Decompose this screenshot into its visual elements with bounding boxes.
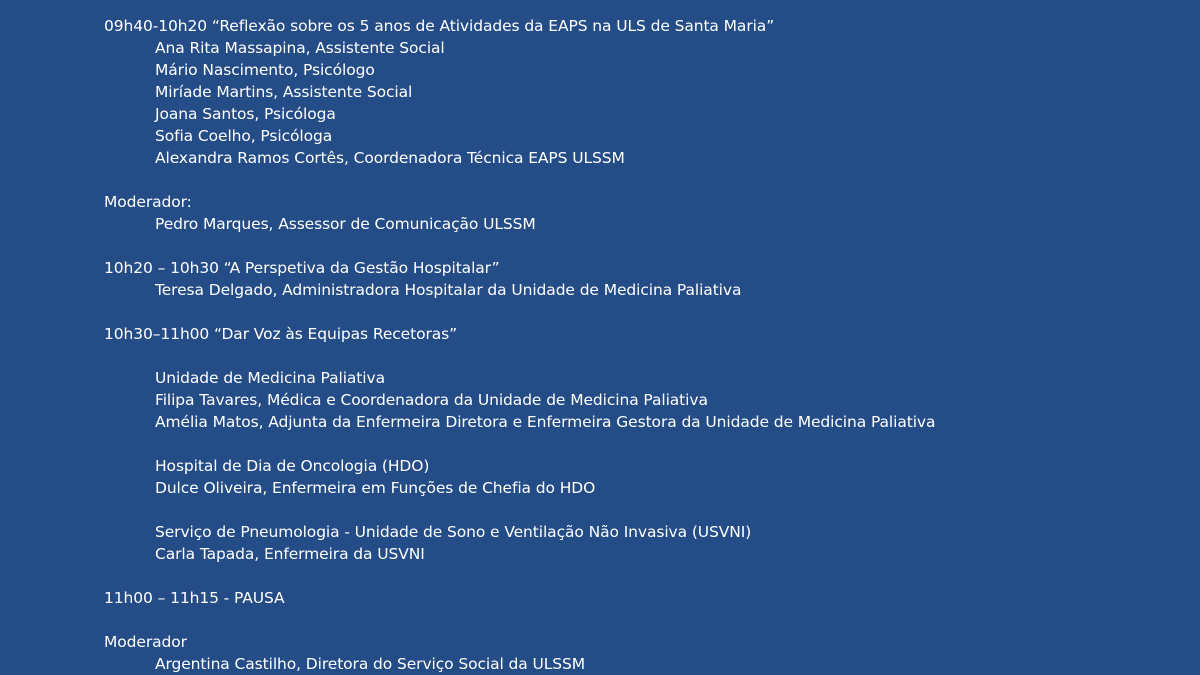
unit-name: Hospital de Dia de Oncologia (HDO) [155, 457, 430, 475]
speaker-line: Alexandra Ramos Cortês, Coordenadora Técnica EAPS ULSSM [155, 149, 625, 167]
speaker-line: Teresa Delgado, Administradora Hospitalar da Unidade de Medicina Paliativa [155, 281, 742, 299]
speaker-line: Amélia Matos, Adjunta da Enfermeira Diretora e Enfermeira Gestora da Unidade de Medicina Paliativa [155, 413, 936, 431]
session-heading: 10h30–11h00 “Dar Voz às Equipas Recetoras” [104, 325, 458, 343]
unit-name: Serviço de Pneumologia - Unidade de Sono e Ventilação Não Invasiva (USVNI) [155, 523, 752, 541]
session-heading: 09h40-10h20 “Reflexão sobre os 5 anos de Atividades da EAPS na ULS de Santa Maria” [104, 17, 775, 35]
speaker-line: Mário Nascimento, Psicólogo [155, 61, 375, 79]
session-heading: 10h20 – 10h30 “A Perspetiva da Gestão Hospitalar” [104, 259, 500, 277]
moderator-label: Moderador: [104, 193, 192, 211]
moderator-name: Pedro Marques, Assessor de Comunicação ULSSM [155, 215, 536, 233]
moderator-label: Moderador [104, 633, 187, 651]
speaker-line: Ana Rita Massapina, Assistente Social [155, 39, 445, 57]
speaker-line: Sofia Coelho, Psicóloga [155, 127, 333, 145]
speaker-line: Joana Santos, Psicóloga [155, 105, 336, 123]
speaker-line: Dulce Oliveira, Enfermeira em Funções de Chefia do HDO [155, 479, 596, 497]
unit-name: Unidade de Medicina Paliativa [155, 369, 385, 387]
moderator-name: Argentina Castilho, Diretora do Serviço Social da ULSSM [155, 655, 586, 673]
speaker-line: Filipa Tavares, Médica e Coordenadora da Unidade de Medicina Paliativa [155, 391, 708, 409]
speaker-line: Miríade Martins, Assistente Social [155, 83, 413, 101]
speaker-line: Carla Tapada, Enfermeira da USVNI [155, 545, 425, 563]
pause-line: 11h00 – 11h15 - PAUSA [104, 589, 285, 607]
